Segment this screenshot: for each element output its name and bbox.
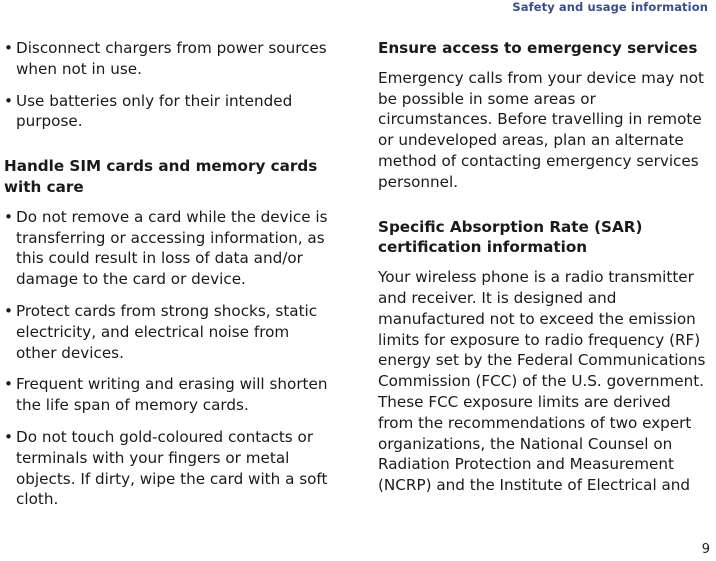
sim-card-heading: Handle SIM cards and memory cards with care <box>4 157 318 196</box>
list-item-text: Disconnect chargers from power sources when not in use. <box>16 39 327 78</box>
list-item <box>4 38 330 80</box>
bullet-icon: • <box>4 301 13 320</box>
page-number: 9 <box>701 542 710 557</box>
sar-heading: Specific Absorption Rate (SAR) certification information <box>378 217 643 257</box>
list-item-text: Do not touch gold-coloured contacts or terminals with your fingers or metal objects. If dirty, wipe the card with a soft cloth. <box>16 427 328 509</box>
sim-bullet-list <box>4 207 330 510</box>
bullet-icon: • <box>4 375 13 394</box>
bullet-icon: • <box>4 207 13 226</box>
list-item-text: Frequent writing and erasing will shorten the life span of memory cards. <box>16 375 328 415</box>
list-item-text: Use batteries only for their intended purpose. <box>16 91 293 131</box>
list-item-text: Protect cards from strong shocks, static electricity, and electrical noise from other devices. <box>16 301 318 362</box>
list-item <box>4 207 330 290</box>
list-item <box>4 301 330 363</box>
bullet-icon: • <box>4 91 13 110</box>
bullet-icon: • <box>4 39 13 57</box>
left-column <box>4 38 330 521</box>
running-header: Safety and usage information <box>512 0 708 14</box>
bullet-icon: • <box>4 427 13 446</box>
charger-bullet-list <box>4 38 330 132</box>
emergency-paragraph: Emergency calls from your device may not be possible in some areas or circumstances. Before travelling in remote or undeveloped areas, plan an alternate method of contacting emergency services personnel. <box>378 68 704 191</box>
right-column <box>378 38 710 496</box>
list-item-text: Do not remove a card while the device is transferring or accessing information, as this could result in loss of data and/or damage to the card or device. <box>16 207 328 289</box>
list-item <box>4 374 330 416</box>
list-item <box>4 427 330 510</box>
list-item <box>4 91 330 133</box>
sar-paragraph: Your wireless phone is a radio transmitter and receiver. It is designed and manufactured not to exceed the emission limits for exposure to radio frequency (RF) energy set by the Federal Communications Commission (FCC) of the U.S. government. These FCC exposure limits are derived from the recommendations of two expert organizations, the National Counsel on Radiation Protection and Measurement (NCRP) and the Institute of Electrical and <box>378 268 706 495</box>
emergency-heading: Ensure access to emergency services <box>378 39 698 57</box>
